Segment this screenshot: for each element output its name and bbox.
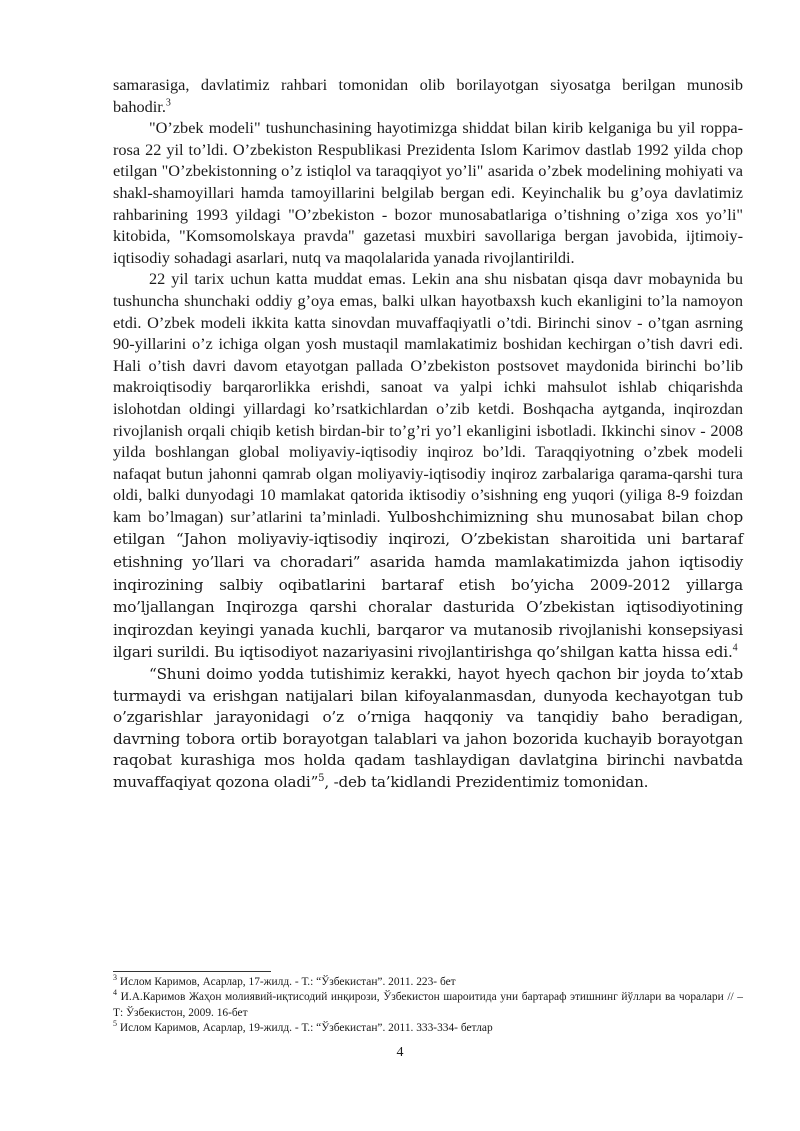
footnote-text: Ислом Каримов, Асарлар, 17-жилд. - Т.: “Ўзбекистан”. 2011. 223- бет bbox=[119, 976, 456, 988]
footnotes bbox=[113, 975, 743, 1037]
footnote-3 bbox=[113, 975, 743, 990]
footnote-separator bbox=[113, 971, 271, 972]
paragraph-3-part-a: 22 yil tarix uchun katta muddat emas. Lekin ana shu nisbatan qisqa davr mobaynida bu tushuncha shunchaki oddiy g’oya emas, balki ulkan hayotbaxsh kuch ekanligini to’la namoyon etdi. O’zbek modeli ikkita katta sinovdan muvaffaqiyatli o’tdi. Birinchi sinov - o’tgan asrning 90-yillarini o’z ichiga olgan yosh mustaqil mamlakatimiz boshidan kechirgan o’tish davri edi. Hali o’tish davri davom etayotgan pallada O’zbekiston postsovet maydonida birinchi bo’lib makroiqtisodiy barqarorlikka erishdi, sanoat va yalpi ichki mahsulot ishlab chiqarishda islohotdan oldingi yillardagi ko’rsatkichlardan o’zib ketdi. Boshqacha aytganda, inqirozdan rivojlanish orqali chiqib ketish birdan-bir to’g’ri yo’l ekanligini isbotladi. Ikkinchi sinov - 2008 yilda boshlangan global moliyaviy-iqtisodiy inqiroz bo’ldi. Taraqqiyotning o’zbek modeli nafaqat butun jahonni qamrab olgan moliyaviy-iqtisodiy inqiroz zarbalariga qarama-qarshi tura oldi, balki dunyodagi 10 mamlakat qatorida iktisodiy o’sishning eng yuqori (yiliga 8-9 foizdan kam bo’lmagan) sur’atlarini ta’minladi. bbox=[113, 269, 743, 526]
paragraph-3 bbox=[113, 268, 743, 664]
paragraph-1: samarasiga, davlatimiz rahbari tomonidan olib borilayotgan siyosatga berilgan munosib bahodir.$^3$ bbox=[113, 75, 743, 116]
footnote-ref-4: 4 bbox=[732, 643, 738, 655]
quote-text: “Shuni doimo yodda tutishimiz kerakki, hayot hyech qachon bir joyda to’xtab turmaydi va erishgan natijalari bilan kifoyalanmasdan, dunyoda kechayotgan tub o’zgarishlar jarayonidagi o’z o’rniga haqqoniy va tanqidiy baho beradigan, davrning tobora ortib borayotgan talablari va jahon bozorida kuchayib borayotgan raqobat kurashiga mos holda qadam tashlaydigan davlatgina birinchi navbatda muvaffaqiyat qozona oladi” bbox=[113, 665, 743, 791]
footnote-text: И.А.Каримов Жаҳон молиявий-иқтисодий инқирози, Ўзбекистон шароитида уни бартараф этишнинг йўллари ва чоралари // – Т: Ўзбекистон, 2009. 16-бет bbox=[113, 991, 743, 1019]
paragraph-4 bbox=[113, 664, 743, 794]
quote-tail: , -deb ta’kidlandi Prezidentimiz tomonidan. bbox=[324, 773, 649, 791]
footnote-text: Ислом Каримов, Асарлар, 19-жилд. - Т.: “Ўзбекистан”. 2011. 333-334- бетлар bbox=[119, 1022, 493, 1035]
page-number: 4 bbox=[396, 1045, 404, 1060]
footnote-4 bbox=[113, 990, 743, 1021]
footnote-number: 5 bbox=[113, 1019, 117, 1029]
footnote-5 bbox=[113, 1021, 743, 1036]
footnote-ref-5: 5 bbox=[318, 772, 325, 784]
paragraph-2: "O’zbek modeli" tushunchasining hayotimizga shiddat bilan kirib kelganiga bu yil roppa-rosa 22 yil to’ldi. O’zbekiston Respublikasi Prezidenta Islom Karimov dastlab 1992 yilda chop etilgan "O’zbekistonning o’z istiqlol va taraqqiyot yo’li" asarida o’zbek modelining mohiyati va shakl-shamoyillari hamda tamoyillarini belgilab bergan edi. Keyinchalik bu g’oya davlatimiz rahbarining 1993 yildagi "O’zbekiston - bozor munosabatlariga o’tishning o’ziga xos yo’li" kitobida, "Komsomolskaya pravda" gazetasi muxbiri savollariga bergan javobida, ijtimoiy-iqtisodiy sohadagi asarlari, nutq va maqolalarida yanada rivojlantirildi. bbox=[113, 118, 743, 267]
footnote-ref-3: 3 bbox=[165, 97, 171, 109]
paragraph-3-part-b: Yulboshchimizning shu munosabat bilan chop etilgan “Jahon moliyaviy-iqtisodiy inqirozi, O’zbekistan sharoitida uni bartaraf etishning yo’llari va choradari” asarida hamda mamlakatimizda jahon iqtisodiy inqirozining salbiy oqibatlarini bartaraf etish bo’yicha 2009-2012 yillarga mo’ljallangan Inqirozga qarshi choralar dasturida O’zbekistan iqtisodiyotining inqirozdan keyingi yanada kuchli, barqaror va mutanosib rivojlanishi konsepsiyasi ilgari surildi. Bu iqtisodiyot nazariyasini rivojlantirishga qo’shilgan katta hissa edi. bbox=[113, 507, 743, 662]
footnote-number: 4 bbox=[113, 988, 117, 998]
footnote-number: 3 bbox=[113, 973, 117, 983]
body-text bbox=[113, 74, 743, 794]
